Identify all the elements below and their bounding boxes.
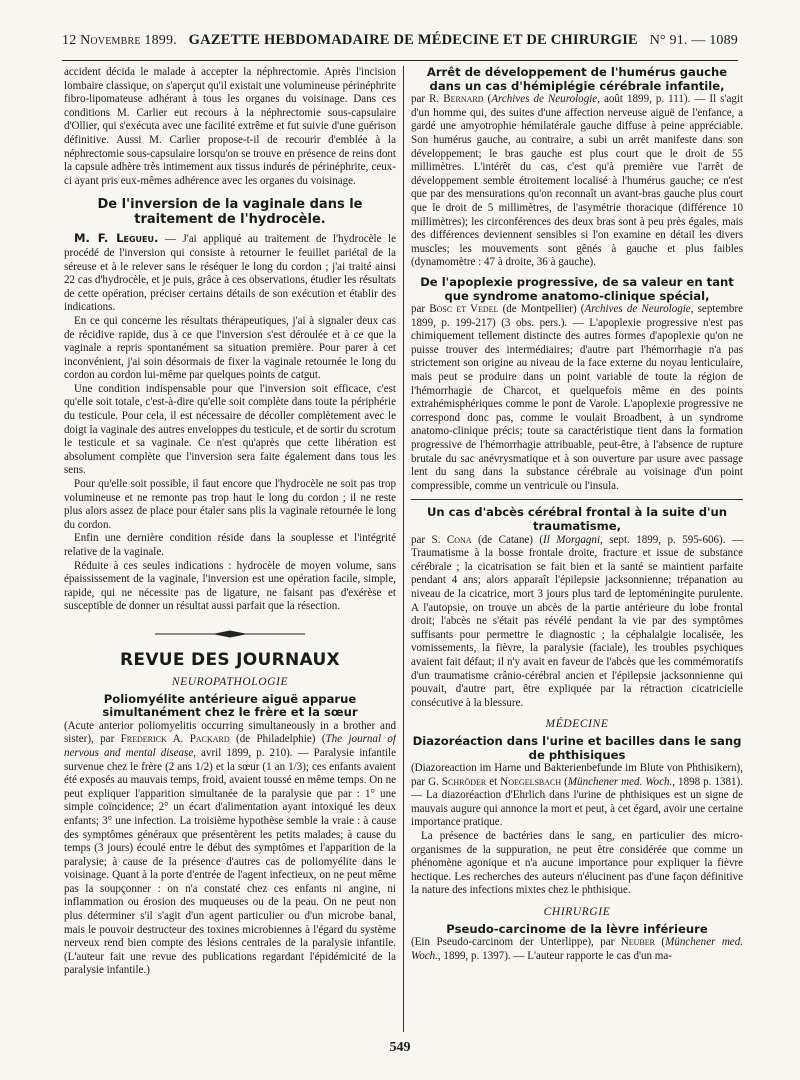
indications-paragraph: Réduite à ces seules indications : hydrocèle de moyen volume, sans épaississement de la vaginale, l'inversion est une opération facile, simple, rapide, qui ne nécessite pas de ligature, ne faisant pas d'exérèse et susceptible de donner un résultat aussi parfait que la résection. [64,559,396,613]
section-medecine: MÉDECINE [545,718,609,731]
pseudo-article [411,923,743,964]
humerus-text-3: , août 1899, p. 111). — Il s'agit d'un homme qui, des suites d'une affection nerveuse aiguë de l'enfance, a gardé une amyotrophie hémilatérale gauche diffuse à peine appréciable. Son humérus gauche, au contraire, a subi un arrêt manifeste dans son développement; le bras gauche est plus court que le droit de 55 millimètres. L'intérêt du cas, c'est qu'à première vue l'arrêt de développement semble étroitement localisé à l'humérus gauche; ce n'est que par des mensurations qu'on reconnaît un avant-bras gauche plus court que le droit de 5 millimètres, de l'asymétrie thoracique (différence 10 millimètres); les circonférences des deux bras sont à peu près égales, mais des différences deviennent sensibles si l'on examine en détail les divers muscles; les mouvements sont gênés à gauche et plus faibles (dynamomètre : 47 à droite, 36 à gauche). [411,93,743,269]
ornament-divider [64,630,396,638]
page-number: 549 [389,1040,411,1055]
revue-heading: REVUE DES JOURNAUX [120,649,340,670]
pseudo-author: Neuber [620,936,655,949]
final-condition-paragraph: Enfin une dernière condition réside dans la souplesse et l'intégrité relative de la vaginale. [64,532,396,558]
apoplexie-text-1: par [411,303,430,316]
polio-article [64,693,396,978]
humerus-article [411,66,743,270]
polio-journal: The journal of nervous and mental disease [64,733,396,759]
abces-text-1: par S. [411,533,447,546]
diazo-author-2: Noegelsbach [500,775,562,788]
article-separator [411,499,743,500]
apoplexie-text-2: (de Montpellier) ( [498,303,585,316]
right-column [411,66,743,1032]
section-neuropathologie: NEUROPATHOLOGIE [171,675,289,688]
pseudo-journal: Münchener med. Woch. [411,936,743,962]
running-header [62,32,738,58]
header-title: GAZETTE HEBDOMADAIRE DE MÉDECINE ET DE CHIRURGIE [188,32,638,48]
apoplexie-title: De l'apoplexie progressive, de sa valeur en tant que syndrome anatomo-clinique spécial, [420,274,734,303]
pseudo-title: Pseudo-carcinome de la lèvre inférieure [446,921,708,936]
section-chirurgie: CHIRURGIE [543,906,611,919]
condition-paragraph: Une condition indispensable pour que l'inversion soit efficace, c'est qu'elle soit totale, c'est-à-dire qu'elle soit complète dans toute la périphérie du testicule. Pour cela, il est nécessaire de décoller complètement avec le doigt la vaginale des autres enveloppes du testicule, et de sortir du scrotum le testicule et sa vaginale. Ce n'est qu'après que cette libération est absolument complète que l'inversion sera faite également dans tous les sens. [64,382,396,477]
abces-title: Un cas d'abcès cérébral frontal à la suite d'un traumatisme, [426,505,728,533]
diazo-text-2: et [486,775,501,788]
left-column [64,66,396,1032]
header-date: 12 Novembre 1899. [62,33,177,48]
legueu-name: M. F. Legueu. [74,231,159,246]
polio-text-2: (de Philadelphie) ( [229,733,326,746]
results-paragraph: En ce qui concerne les résultats thérapeutiques, j'ai à signaler deux cas de récidive rapide, dus à ce que l'inversion s'est déroulée et à ce que la vaginale a repris spontanément sa situation première. Pour parer à cet inconvénient, j'ai soin désormais de fixer la vaginale retournée le long du cordon au cordon lui-même par quelques points de catgut. [64,314,396,382]
abces-text-3: , sept. 1899, p. 595-606). — Traumatisme à la bosse frontale droite, fracture et issue de substance cérébrale ; la cicatrisation se fait bien et la santé se maintient parfaite pendant 4 ans; alors apparaît l'épilepsie jacksonnienne; trépanation au niveau de la cicatrice, mort 3 jours plus tard de leptoméningite purulente. A l'autopsie, on trouve un abcès de la partie antérieure du lobe frontal droit; l'abcès ne s'était pas révélé pendant la vie par des symptômes suffisants pour permettre le diagnostic ; la céphalalgie localisée, les vomissements, la fièvre, la paralysie (faciale), les troubles psychiques avaient fait défaut; il n'y avait en faveur de l'abcès que les commémoratifs d'un traumatisme crânio-cérébral ancien et l'épilepsie jacksonnienne qui pouvait, d'autre part, être expliquée par la rétraction cicatricielle consécutive à la blessure. [411,533,743,709]
pseudo-text-2: ( [654,936,666,949]
diazo-bacteria-paragraph: La présence de bactéries dans le sang, en particulier des micro-organismes de la suppuration, ne peut être considérée que comme un phénomène agonique et n'a aucune importance pour expliquer la fièvre hectique. Les recherches des auteurs n'élucinent pas d'une façon définitive la nature des infections mixtes chez le phthisique. [411,830,743,897]
diazo-article [411,735,743,830]
pseudo-text-3: , 1899, p. 1397). — L'auteur rapporte le cas d'un ma- [437,949,672,962]
humerus-text-1: par [411,93,430,106]
possible-paragraph: Pour qu'elle soit possible, il faut encore que l'hydrocèle ne soit pas trop volumineuse et ne remonte pas trop haut le long du cordon ; il ne reste plus alors assez de place pour étaler sans plis la vaginale retournée le long du cordon. [64,478,396,531]
polio-title: Poliomyélite antérieure aiguë apparue simultanément chez le frère et la sœur [102,691,358,720]
diazo-text-1: (Diazoreaction im Harne und Bakterienbefunde im Blute von Phthisikern), par G. [411,762,743,788]
ornament-rule-icon [155,630,305,638]
header-rule [62,60,738,61]
abces-article [411,506,743,710]
column-rule [403,66,404,1032]
diazo-author-1: Schröder [441,775,487,788]
header-issue: N° 91. — 1089 [649,33,738,48]
humerus-text-2: ( [483,93,492,106]
apoplexie-author: Bosc et Vedel [429,303,499,316]
abces-journal: Il Morgagni [543,533,601,546]
polio-author: Frederick A. Packard [120,733,230,746]
apoplexie-journal: Archives de Neurologie [584,303,691,316]
diazo-text-3: ( [561,775,568,788]
diazo-journal: Münchener med. Woch. [567,775,673,788]
legueu-paragraph [64,232,396,315]
carlier-paragraph: accident décida le malade à accepter la néphrectomie. Après l'incision lombaire classique, on s'aperçut qu'il existait une volumineuse périnéphrite fibro-lipomateuse adhérant à tous les organes du voisinage. Dans ces conditions M. Carlier eut recours à la néphrectomie sous-capsulaire d'Ollier, qui s'exécuta avec une facilité extrême et fut suivie d'une guérison définitive. Aussi M. Carlier propose-t-il de recourir d'emblée à la néphrectomie sous-capsulaire lorsqu'on se trouve en présence de reins dont la capsule adhère très intimement aux tissus indurés de périnéphrite, ceux-ci ayant pris eux-mêmes adhérence avec les organes du voisinage. [64,66,396,187]
diazo-text-4: , 1898 p. 1381). — La diazoréaction d'Ehrlich dans l'urine de phthisiques est un signe de mauvais augure qui annonce la mort et peut, à cet égard, avoir une certaine importance pratique. [411,775,743,829]
apoplexie-text-3: , septembre 1899, p. 199-217) (3 obs. pers.). — L'apoplexie progressive n'est pas chimiquement tellement distincte des autres formes d'apoplexie qu'on ne puisse trouver des intermédiaires; d'autre part l'hémorrhagie n'a pas strictement son origine au niveau de la face externe du noyau lenticulaire, mais peut se produire dans un point variable de toute la région de l'hémorrhagie de Charcot, et quelquefois même en des points extrahémisphériques comme le pont de Varole. L'apoplexie progressive ne correspond donc pas, comme le voulait Broadbent, à un syndrome anatomo-clinique précis; toute sa caractéristique tient dans la formation progressive de l'hémorrhagie attribuable, peut-être, à l'absence de rupture brutale du sac anévrysmatique et à son ouverture par usure avec passage lent du sang dans la substance cérébrale au voisinage d'un point compressible, comme un ventricule ou l'insula. [411,303,743,492]
diazo-title: Diazoréaction dans l'urine et bacilles dans le sang de phthisiques [412,733,742,762]
heading-inversion-vaginale: De l'inversion de la vaginale dans le traitement de l'hydrocèle. [97,197,363,228]
abces-author: Cona [446,533,472,546]
humerus-title: Arrêt de développement de l'humérus gauche dans un cas d'hémiplégie cérébrale infantile, [426,66,728,93]
humerus-journal: Archives de Neurologie [491,93,598,106]
humerus-author: R. Bernard [429,93,484,106]
legueu-text: — J'ai appliqué au traitement de l'hydrocèle le procédé de l'inversion qui consiste à retourner le feuillet pariétal de la séreuse et à le relever sans le réséquer le long du cordon ; j'ai traité ainsi 22 cas d'hydrocèle, et je puis, grâce à ces observations, étudier les résultats de cette opération, préciser certains détails de son exécution et établir des indications. [64,233,396,314]
polio-text-1: (Acute anterior poliomyelitis occurring simultaneously in a brother and sister), par [64,719,396,746]
pseudo-text-1: (Ein Pseudo-carcinom der Unterlippe), par [411,936,621,949]
polio-text-3: , avril 1899, p. 210). — Paralysie infantile survenue chez le frère (2 ans 1/2) et la sœur (1 an 1/3); ces enfants avaient été exposés au mauvais temps, froid, avaient toussé en même temps. On ne peut expliquer l'apparition simultanée de la paralysie que par : 1° une simple coïncidence; 2° un écart d'alimentation ayant intoxiqué les deux enfants; 3° une infection. La troisième hypothèse semble la vraie : à cause des symptômes généraux que présentèrent les petits malades; à cause du temps (3 jours) écoulé entre le début des symptômes et l'apparition de la paralysie; à cause de la présence d'autres cas de poliomyélite dans le voisinage. Quant à la porte d'entrée de l'agent infectieux, on ne peut même pas la soupçonner : on n'a constaté chez ces enfants ni angine, ni inflammation ou érosion des muqueuses ou de la peau. On ne peut non plus déterminer s'il s'agit d'un agent particulier ou d'un microbe banal, mais le pouvoir destructeur des toxines microbiennes à l'égard du système nerveux rend bien compte des lésions centrales de la paralysie infantile. (L'auteur fait une revue des publications regardant l'épidémicité de la paralysie infantile.) [64,746,396,977]
abces-text-2: (de Catane) ( [471,533,544,546]
apoplexie-article [411,276,743,494]
